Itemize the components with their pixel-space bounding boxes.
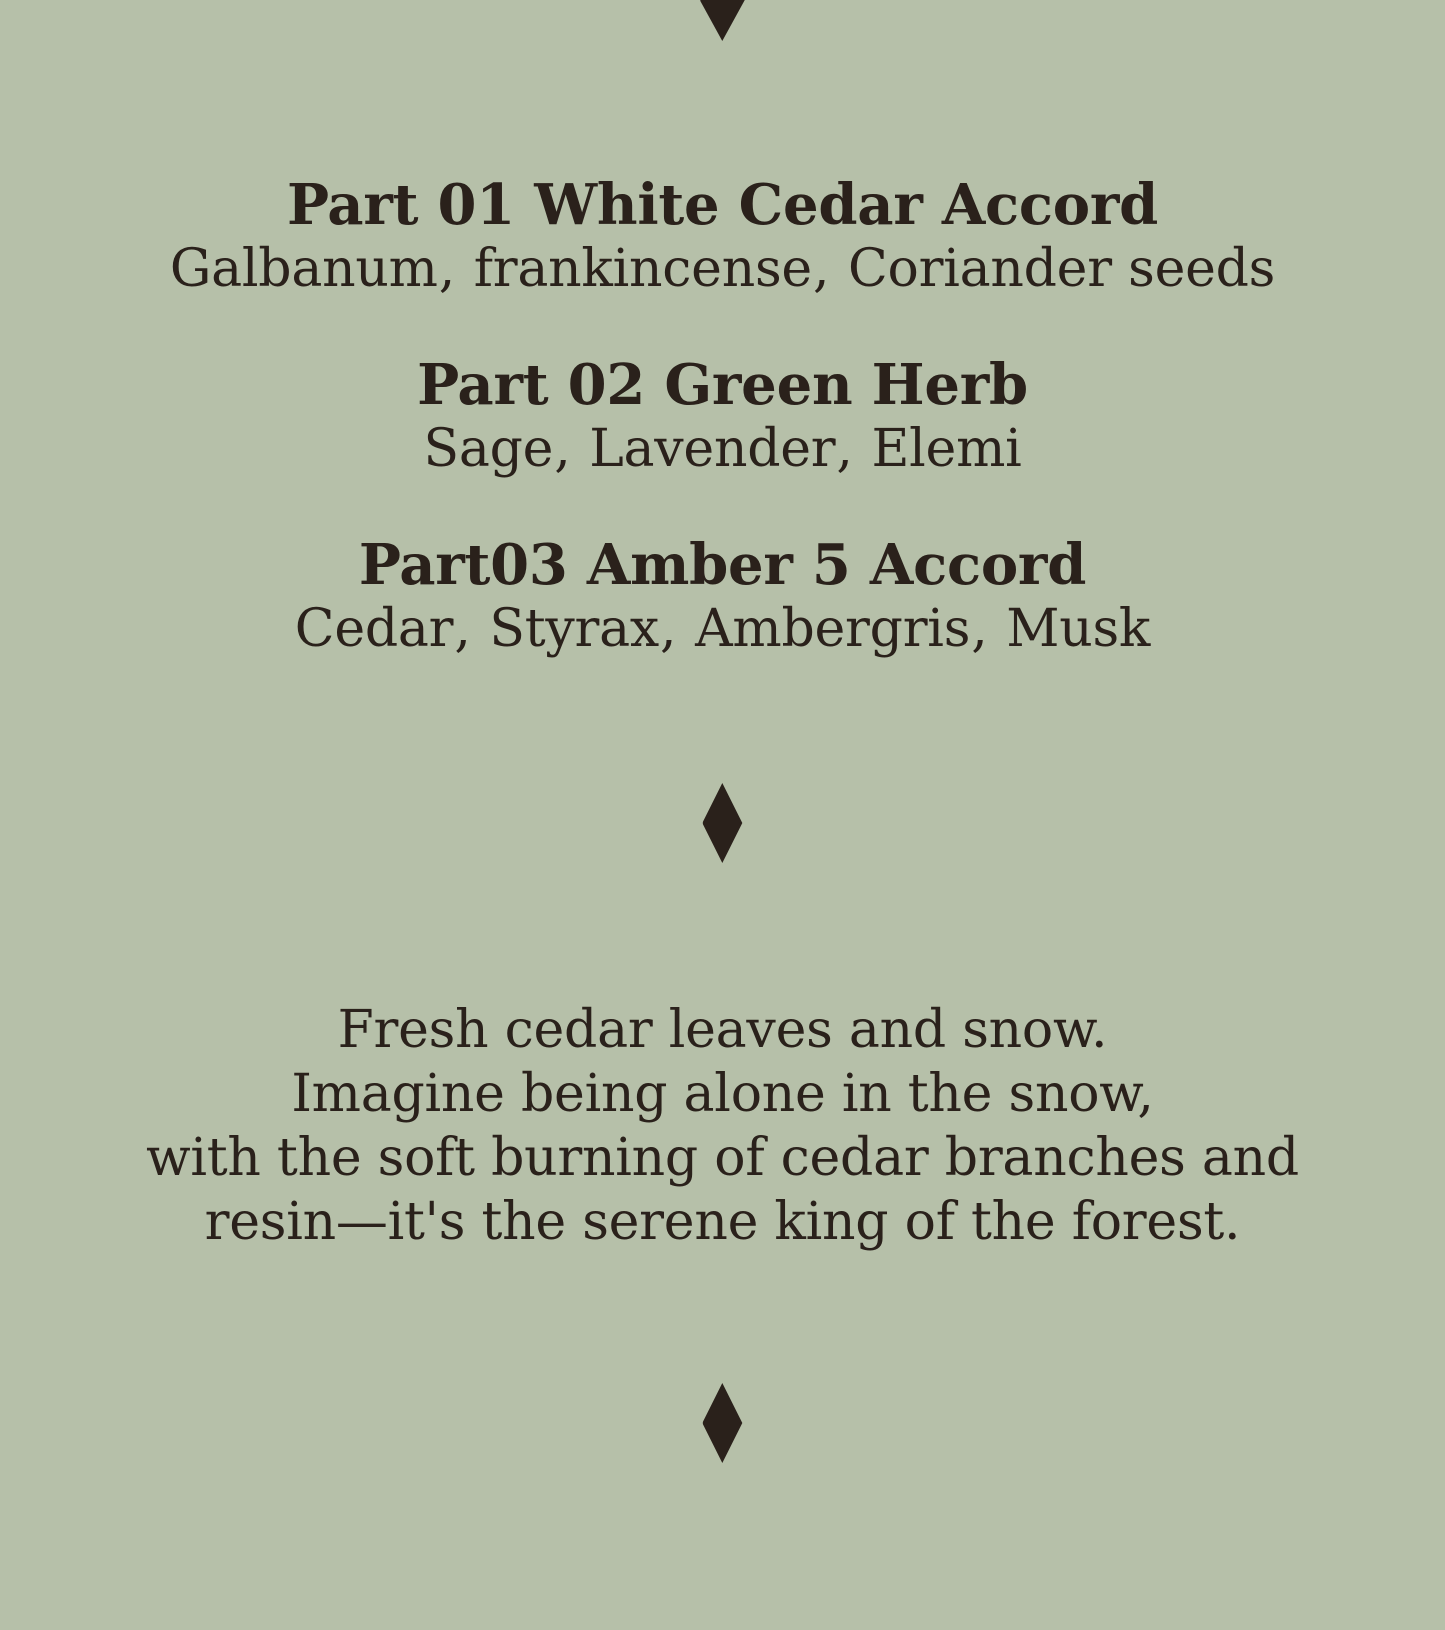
part-section-3 xyxy=(0,533,1445,661)
part-3-notes: Cedar, Styrax, Ambergris, Musk xyxy=(294,599,1151,659)
diamond-top-clipped-icon xyxy=(700,0,745,41)
description-line: Fresh cedar leaves and snow. xyxy=(337,1000,1108,1060)
part-2-notes: Sage, Lavender, Elemi xyxy=(423,419,1022,479)
diamond-separator-icon xyxy=(702,783,742,863)
description-line: resin—it's the serene king of the forest. xyxy=(204,1192,1241,1252)
part-3-title: Part03 Amber 5 Accord xyxy=(358,532,1087,598)
part-section-2 xyxy=(0,353,1445,481)
description-line: Imagine being alone in the snow, xyxy=(291,1064,1154,1124)
part-1-notes: Galbanum, frankincense, Coriander seeds xyxy=(169,239,1276,299)
part-2-title: Part 02 Green Herb xyxy=(417,352,1028,418)
diamond-separator-icon xyxy=(702,1383,742,1463)
fragrance-description xyxy=(0,998,1445,1254)
part-1-title: Part 01 White Cedar Accord xyxy=(286,172,1159,238)
part-section-1 xyxy=(0,173,1445,301)
description-line: with the soft burning of cedar branches and xyxy=(146,1128,1299,1188)
